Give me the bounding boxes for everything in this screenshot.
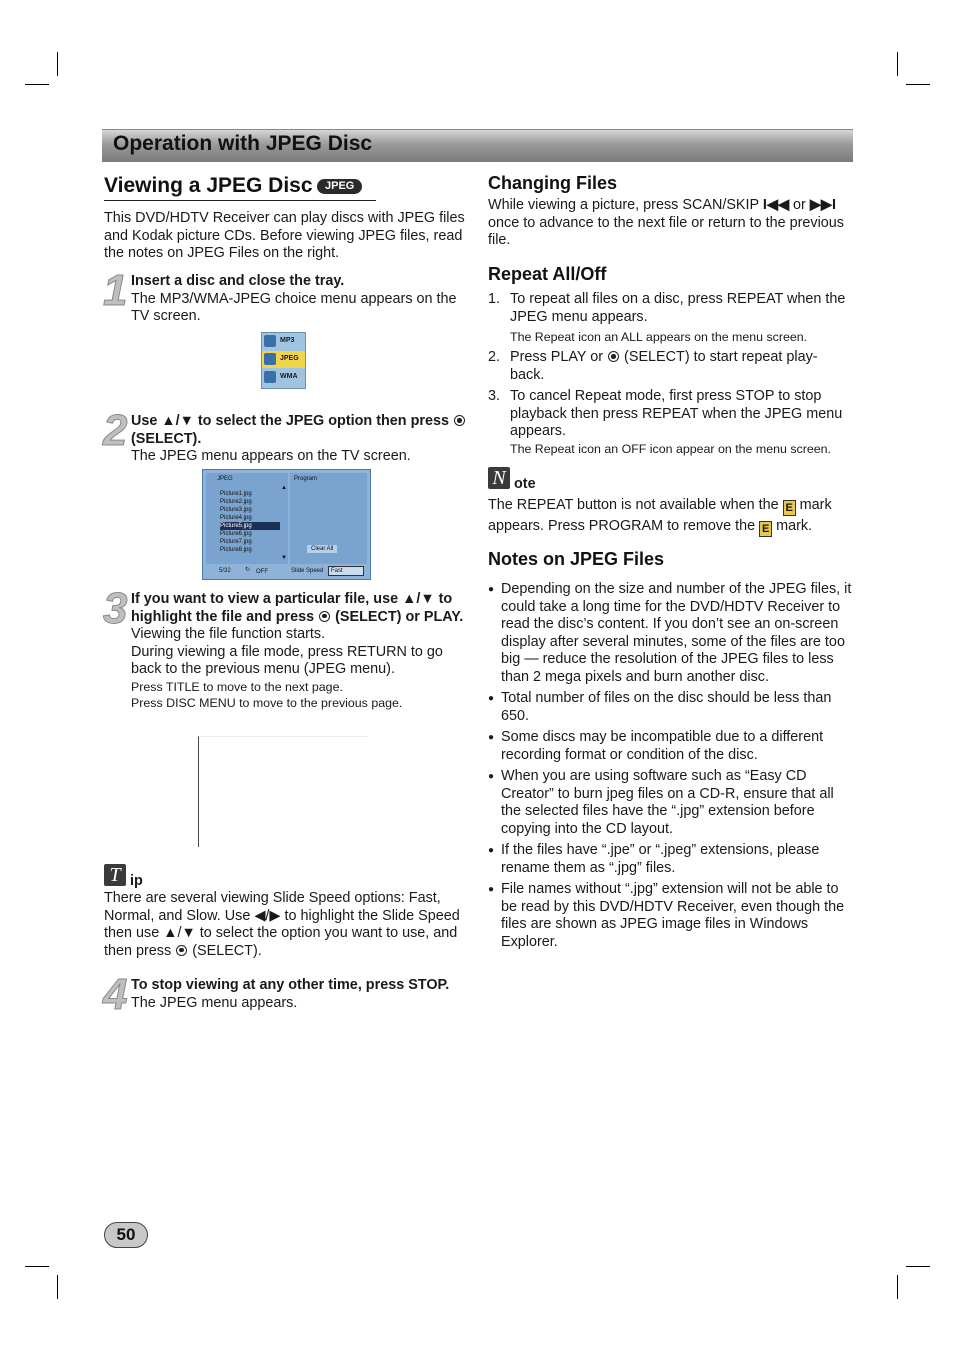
note-text: The REPEAT button is not available when the E mark appears. Press PROGRAM to remove the E mark.	[488, 497, 832, 535]
changing-files-title: Changing Files	[488, 173, 618, 193]
file-count: 5/32	[219, 568, 231, 574]
step-3-instruction: If you want to view a particular file, use ▲/▼ to highlight the file and press (SELECT) or PLAY.	[131, 591, 464, 625]
step-3-return: During viewing a file mode, press RETURN to go back to the previous menu (JPEG menu).	[131, 643, 443, 677]
step-1-result: The MP3/WMA-JPEG choice menu appears on the TV screen.	[131, 290, 457, 324]
file-item: Picture7.jpg	[220, 539, 252, 545]
step-3-result: Viewing the file function starts.	[131, 626, 326, 642]
repeat-icon: ↻	[245, 567, 251, 573]
step-2	[131, 413, 466, 466]
clear-all-button: Clear All	[307, 545, 337, 553]
picture-display	[198, 736, 368, 847]
repeat-list	[488, 291, 850, 461]
select-icon	[176, 945, 187, 956]
crop-mark	[57, 52, 58, 76]
e-mark-icon: E	[783, 500, 796, 516]
repeat-step: 1. To repeat all files on a disc, press REPEAT when the JPEG menu appears. The Repeat icon an ALL appears on the menu screen.	[488, 291, 846, 344]
step-3-prev-page: Press DISC MENU to move to the previous page.	[131, 695, 403, 710]
step-number: 3	[103, 584, 128, 633]
tip-text: There are several viewing Slide Speed options: Fast, Normal, and Slow. Use ◀/▶ to highlight the Slide Speed then use ▲/▼ to select the option you want to use, and then press (SELECT).	[104, 890, 460, 959]
crop-mark	[897, 52, 898, 76]
step-4-instruction: To stop viewing at any other time, press STOP.	[131, 977, 450, 993]
crop-mark	[25, 1266, 49, 1267]
file-list	[220, 490, 280, 554]
select-icon	[319, 611, 330, 622]
step-2-result: The JPEG menu appears on the TV screen.	[131, 448, 411, 464]
crop-mark	[25, 84, 49, 85]
step-number: 1	[103, 266, 128, 315]
select-icon	[608, 351, 619, 362]
repeat-title: Repeat All/Off	[488, 264, 607, 284]
notes-jpeg-list	[488, 581, 852, 955]
skip-prev-icon: I◀◀	[762, 197, 790, 213]
notes-item: ● Depending on the size and number of the JPEG files, it could take a long time for the DVD/HDTV Receiver to read the disc’s content. If you don’t see an on-screen display after several minutes, some of the files are too big — reduce the resolution of the JPEG files to less than 2 mega pixels and burn another disc.	[488, 581, 852, 686]
choice-menu	[261, 332, 306, 389]
notes-item: ● If the files have “.jpe” or “.jpeg” extensions, please rename them as “.jpg” files.	[488, 842, 852, 877]
crop-mark	[897, 1275, 898, 1299]
tip-label: ip	[130, 873, 143, 889]
step-4	[131, 977, 466, 1012]
file-item: Picture2.jpg	[220, 499, 252, 505]
slide-speed-label: Slide Speed	[291, 568, 324, 574]
jpeg-menu-screen	[202, 469, 371, 580]
step-number: 2	[103, 406, 128, 455]
viewing-title: Viewing a JPEG Disc	[104, 174, 313, 197]
step-1-instruction: Insert a disc and close the tray.	[131, 273, 345, 289]
file-item: Picture3.jpg	[220, 507, 252, 513]
step-1	[131, 273, 466, 326]
jpeg-badge: JPEG	[317, 179, 362, 194]
step-4-result: The JPEG menu appears.	[131, 994, 298, 1011]
step-3	[131, 591, 466, 711]
note-label: ote	[514, 476, 536, 492]
file-item: Picture4.jpg	[220, 515, 252, 521]
choice-item-mp3: MP3	[262, 333, 305, 350]
choice-item-wma: WMA	[262, 369, 305, 386]
notes-item: ● Some discs may be incompatible due to a different recording format or condition of the disc.	[488, 729, 852, 764]
repeat-step: 3. To cancel Repeat mode, first press STOP to stop playback then press REPEAT when the JPEG menu appears. The Repeat icon an OFF icon appear on the menu screen.	[488, 388, 843, 456]
viewing-intro: This DVD/HDTV Receiver can play discs with JPEG files and Kodak picture CDs. Before viewing JPEG files, read the notes on JPEG Files on the right.	[104, 210, 465, 261]
file-item-selected: Picture5.jpg	[220, 522, 280, 530]
notes-item: ● When you are using software such as “Easy CD Creator” to burn jpeg files on a CD-R, ensure that all the selected files have the “.jpg” extension before copying into the CD layout.	[488, 768, 852, 838]
file-item: Picture1.jpg	[220, 491, 252, 497]
repeat-step: 2. Press PLAY or (SELECT) to start repeat play-back.	[488, 349, 818, 383]
picture-icon	[264, 353, 276, 365]
viewing-heading	[104, 174, 376, 201]
file-item: Picture8.jpg	[220, 547, 252, 553]
crop-mark	[906, 84, 930, 85]
menu-header-left: JPEG	[217, 476, 233, 482]
step-number: 4	[103, 970, 128, 1019]
crop-mark	[57, 1275, 58, 1299]
step-2-instruction: Use ▲/▼ to select the JPEG option then press (SELECT).	[131, 413, 466, 448]
note-icon: N	[488, 467, 510, 489]
notes-jpeg-title: Notes on JPEG Files	[488, 549, 665, 569]
e-mark-icon: E	[759, 521, 772, 537]
skip-next-icon: ▶▶I	[809, 197, 836, 213]
step-3-next-page: Press TITLE to move to the next page.	[131, 679, 343, 694]
music-icon	[264, 371, 276, 383]
notes-item: ● Total number of files on the disc should be less than 650.	[488, 690, 852, 725]
choice-item-jpeg: JPEG	[262, 351, 305, 368]
section-title: Operation with JPEG Disc	[113, 132, 373, 155]
scroll-down-icon: ▼	[281, 555, 287, 561]
slide-speed-value: Fast	[328, 566, 364, 576]
changing-files-text: While viewing a picture, press SCAN/SKIP I◀◀ or ▶▶I once to advance to the next file or return to the previous file.	[488, 197, 844, 248]
page-number: 50	[104, 1222, 148, 1248]
scroll-up-icon: ▲	[281, 485, 287, 491]
tip-icon: T	[104, 864, 126, 886]
menu-header-right: Program	[294, 476, 318, 482]
notes-item: ● File names without “.jpg” extension will not be able to be read by this DVD/HDTV Receiver, even though the files are shown as JPEG image files in Windows Explorer.	[488, 881, 852, 951]
file-item: Picture6.jpg	[220, 531, 252, 537]
repeat-status: OFF	[256, 569, 268, 575]
crop-mark	[906, 1266, 930, 1267]
music-icon	[264, 335, 276, 347]
select-icon	[454, 415, 465, 426]
